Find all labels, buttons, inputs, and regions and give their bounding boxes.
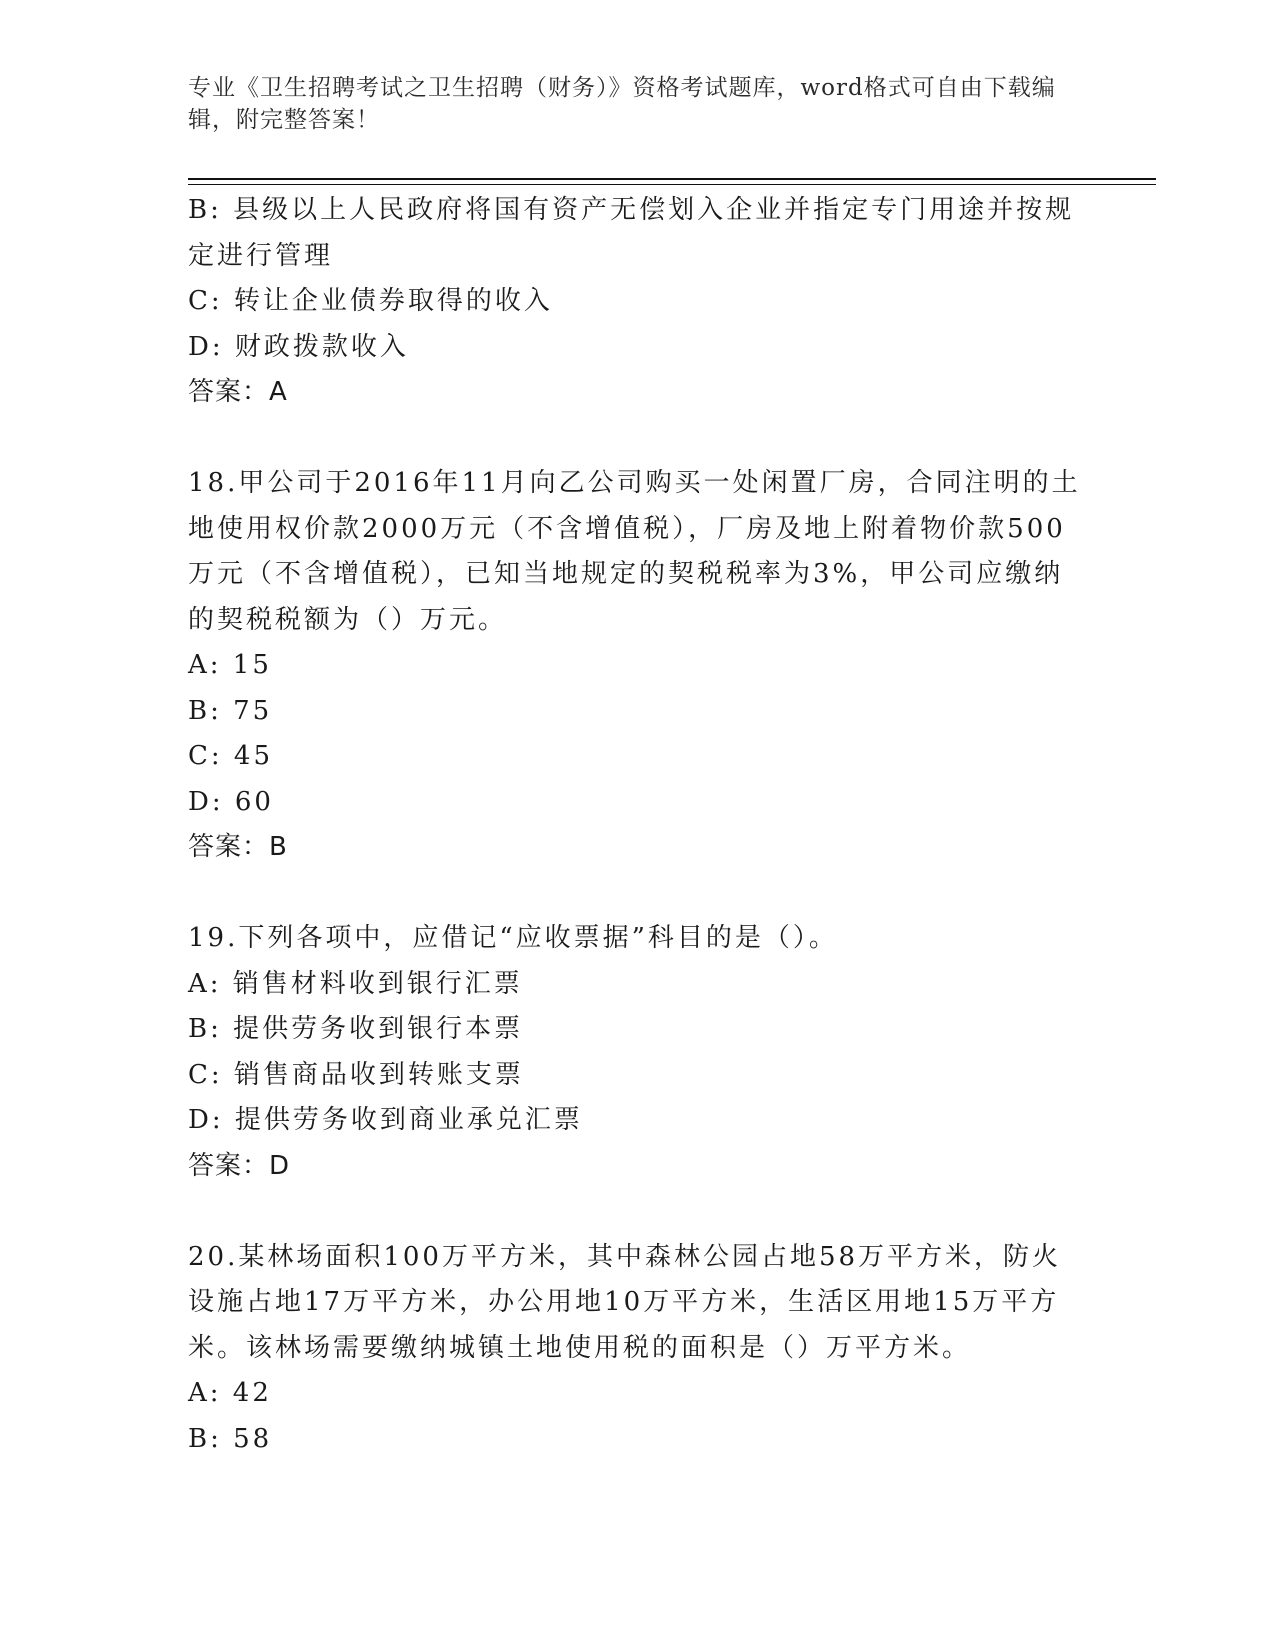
question-text: 18.甲公司于2016年11月向乙公司购买一处闲置厂房，合同注明的土地使用权价款2000万元（不含增值税），厂房及地上附着物价款500万元（不含增值税），已知当地规定的契税税率为3%，甲公司应缴纳的契税税额为（）万元。	[188, 468, 1081, 635]
option-d: D: 财政拨款收入	[188, 331, 409, 362]
header-divider-thin	[188, 184, 1156, 185]
header-divider-thick	[188, 178, 1156, 180]
option-a: A: 42	[188, 1378, 272, 1408]
option-d: D: 60	[188, 786, 274, 817]
option-b: B: 75	[188, 695, 273, 726]
answer-line: 答案：B	[188, 832, 288, 862]
option-b: B: 58	[188, 1423, 273, 1454]
document-header: 专业《卫生招聘考试之卫生招聘（财务）》资格考试题库，word格式可自由下载编辑，附完整答案！	[188, 75, 1056, 133]
question-17-tail	[188, 188, 1088, 416]
question-19	[188, 916, 1088, 1189]
spacer	[188, 1189, 1088, 1235]
option-c: C: 转让企业债券取得的收入	[188, 286, 553, 316]
question-20	[188, 1235, 1088, 1463]
answer-line: 答案：A	[188, 377, 288, 407]
spacer	[188, 871, 1088, 917]
question-text: 20.某林场面积100万平方米，其中森林公园占地58万平方米，防火设施占地17万平方米，办公用地10万平方米，生活区用地15万平方米。该林场需要缴纳城镇土地使用税的面积是（）万平方米。	[188, 1241, 1062, 1363]
option-c: C: 45	[188, 741, 274, 771]
option-c: C: 销售商品收到转账支票	[188, 1059, 524, 1090]
option-b: B: 县级以上人民政府将国有资产无偿划入企业并指定专门用途并按规定进行管理	[188, 195, 1075, 271]
question-text: 19.下列各项中，应借记“应收票据”科目的是（）。	[188, 923, 838, 953]
spacer	[188, 416, 1088, 462]
question-content	[188, 188, 1088, 1462]
option-d: D: 提供劳务收到商业承兑汇票	[188, 1105, 583, 1135]
option-a: A: 15	[188, 650, 272, 680]
question-18	[188, 461, 1088, 871]
answer-line: 答案：D	[188, 1150, 291, 1181]
option-a: A: 销售材料收到银行汇票	[188, 968, 523, 999]
option-b: B: 提供劳务收到银行本票	[188, 1014, 524, 1044]
